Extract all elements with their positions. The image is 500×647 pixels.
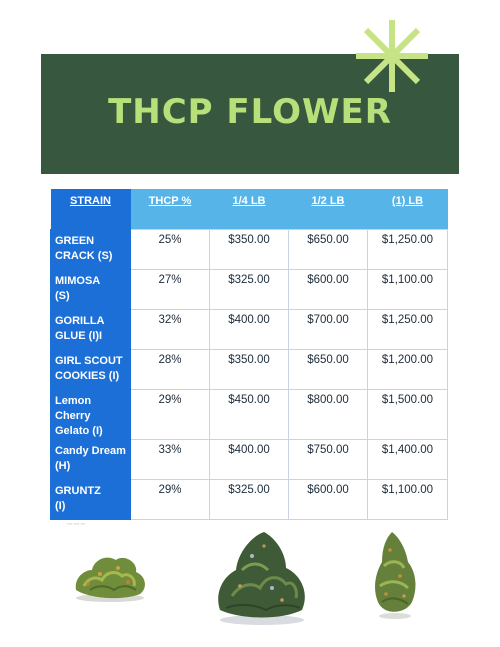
quarter-lb-price: $350.00 [210, 230, 289, 270]
page-title: THCP FLOWER [108, 92, 392, 132]
one-lb-price: $1,500.00 [368, 390, 448, 440]
column-header-thcp: THCP % [131, 189, 210, 230]
quarter-lb-price: $325.00 [210, 270, 289, 310]
table-row [51, 270, 448, 310]
column-header-one-lb: (1) LB [368, 189, 448, 230]
thcp-cell: 32% [131, 310, 210, 350]
half-lb-price: $750.00 [289, 440, 368, 480]
half-lb-price: $800.00 [289, 390, 368, 440]
half-lb-price: $600.00 [289, 270, 368, 310]
cannabis-bud-image [70, 540, 150, 602]
one-lb-price: $1,400.00 [368, 440, 448, 480]
watermark-text: ▪▪▪▪ ▪▪▪▪ ▪▪▪ [67, 521, 85, 526]
cannabis-bud-image [370, 530, 420, 620]
strain-name: GORILLA GLUE (I)I [55, 315, 105, 342]
thcp-cell: 28% [131, 350, 210, 390]
column-header-quarter-lb: 1/4 LB [210, 189, 289, 230]
column-header-strain: STRAIN [51, 189, 131, 230]
table-row [51, 350, 448, 390]
table-row [51, 390, 448, 440]
strain-name: GRUNTZ (I) [55, 485, 101, 512]
thcp-cell: 29% [131, 480, 210, 520]
one-lb-price: $1,200.00 [368, 350, 448, 390]
table-row [51, 230, 448, 270]
column-header-half-lb: 1/2 LB [289, 189, 368, 230]
half-lb-price: $700.00 [289, 310, 368, 350]
strain-cell [51, 350, 131, 390]
thcp-cell: 27% [131, 270, 210, 310]
strain-cell [51, 390, 131, 440]
strain-name: GIRL SCOUT COOKIES (I) [55, 355, 123, 382]
strain-name: MIMOSA (S) [55, 275, 101, 302]
one-lb-price: $1,250.00 [368, 230, 448, 270]
thcp-cell: 25% [131, 230, 210, 270]
strain-name: Candy Dream (H) [55, 445, 126, 472]
strain-name: Lemon Cherry Gelato (I) [55, 395, 103, 437]
quarter-lb-price: $450.00 [210, 390, 289, 440]
table-row [51, 440, 448, 480]
half-lb-price: $650.00 [289, 350, 368, 390]
cannabis-bud-image [212, 526, 312, 626]
strain-cell [51, 230, 131, 270]
one-lb-price: $1,100.00 [368, 480, 448, 520]
half-lb-price: $600.00 [289, 480, 368, 520]
table-row [51, 310, 448, 350]
asterisk-star-icon [354, 18, 430, 94]
thcp-cell: 29% [131, 390, 210, 440]
strain-name: GREEN CRACK (S) [55, 235, 113, 262]
quarter-lb-price: $325.00 [210, 480, 289, 520]
one-lb-price: $1,100.00 [368, 270, 448, 310]
one-lb-price: $1,250.00 [368, 310, 448, 350]
quarter-lb-price: $350.00 [210, 350, 289, 390]
strain-cell [51, 270, 131, 310]
quarter-lb-price: $400.00 [210, 310, 289, 350]
quarter-lb-price: $400.00 [210, 440, 289, 480]
strain-cell [51, 310, 131, 350]
thcp-cell: 33% [131, 440, 210, 480]
strain-cell [51, 440, 131, 480]
price-table [50, 189, 448, 520]
strain-cell [51, 480, 131, 520]
table-row [51, 480, 448, 520]
table-header-row [51, 189, 448, 230]
half-lb-price: $650.00 [289, 230, 368, 270]
